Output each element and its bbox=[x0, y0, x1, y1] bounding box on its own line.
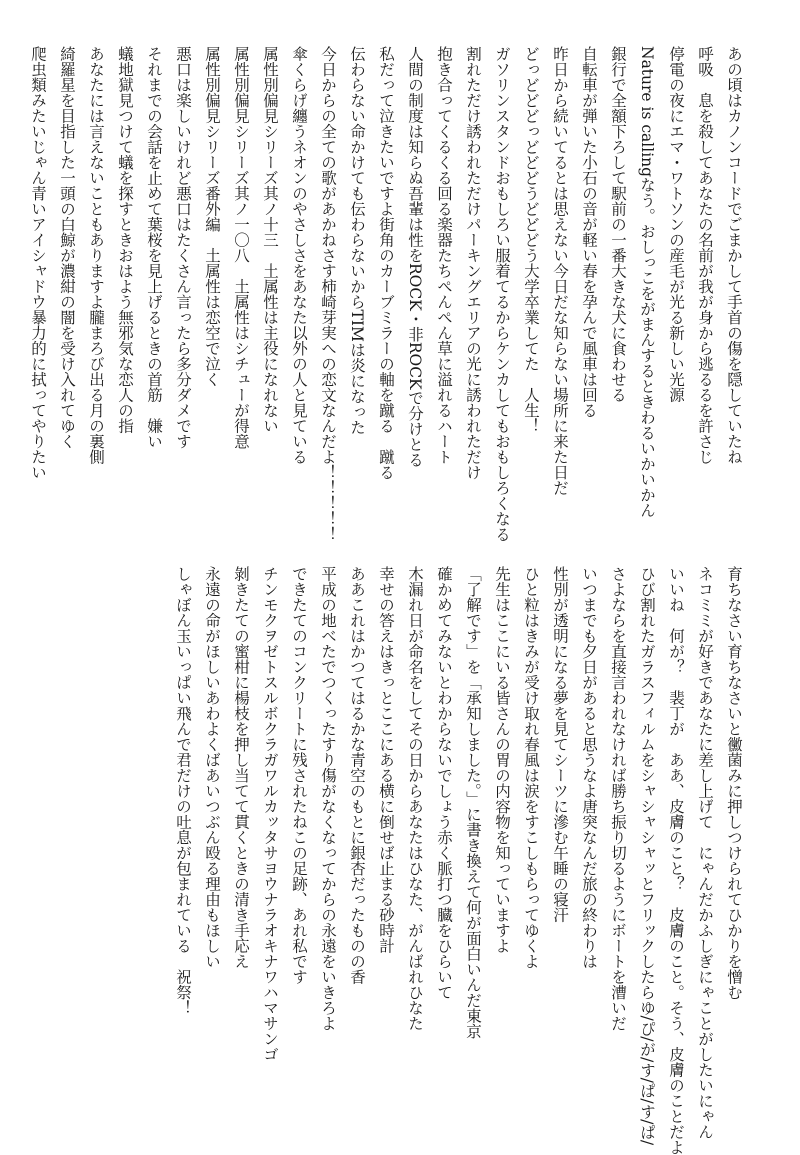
bottom-tanka-block bbox=[168, 566, 748, 1155]
tanka-line: Nature is callingなう。おしっこをがまんするときわるいかいかん bbox=[638, 46, 656, 519]
tanka-line: 自転車が弾いた小石の音が軽い春を孕んで風車は回る bbox=[580, 46, 598, 418]
tanka-line: どっどどどっどどどうどどどう大学卒業してた 人生！ bbox=[522, 46, 540, 434]
tanka-line: 傘くらげ纏うネオンのやさしさをあなた以外の人と見ている bbox=[290, 46, 308, 465]
tanka-line: 今日からの全ての歌があかねさす柿崎芽実への恋文なんだよ！！！！！ bbox=[319, 46, 337, 542]
tanka-line: 私だって泣きたいですよ街角のカーブミラーの軸を蹴る 蹴る bbox=[377, 46, 395, 480]
tanka-line: 属性別偏見シリーズ番外編 土属性は恋空で泣く bbox=[203, 46, 221, 387]
tanka-line: 幸せの答えはきっとここにある横に倒せば止まる砂時計 bbox=[377, 566, 395, 954]
tanka-line: 銀行で全額下ろして駅前の一番大きな犬に食わせる bbox=[609, 46, 627, 403]
top-tanka-block bbox=[23, 46, 748, 542]
tanka-line: 剝きたての蜜柑に楊枝を押し当てて貫くときの清き手応え bbox=[232, 566, 250, 969]
tanka-line: しゃぼん玉いっぱい飛んで君だけの吐息が包まれている 祝祭！ bbox=[174, 566, 192, 1016]
tanka-line: 属性別偏見シリーズ其ノ十三 土属性は主役になれない bbox=[261, 46, 279, 434]
tanka-line: 「了解です」を「承知しました。」に書き換えて何が面白いんだ東京 bbox=[464, 566, 482, 1039]
tanka-line: 割れただけ誘われただけパーキングエリアの光に誘われただけ bbox=[464, 46, 482, 480]
tanka-line: いいね 何が？ 裴丁が ああ、皮膚のこと？ 皮膚のこと。そう、皮膚のことだよ bbox=[667, 566, 685, 1155]
tanka-line: 永遠の命がほしいあわよくばあいつぶん殴る理由もほしい bbox=[203, 566, 221, 969]
tanka-line: 綺羅星を目指した一頭の白鯨が濃紺の闇を受け入れてゆく bbox=[58, 46, 76, 449]
tanka-line: 先生はここにいる皆さんの胃の内容物を知っていますよ bbox=[493, 566, 511, 954]
tanka-line: 性別が透明になる夢を見てシーツに滲む午睡の寝汗 bbox=[551, 566, 569, 923]
tanka-line: ガソリンスタンドおもしろい服着てるからケンカしてもおもしろくなる bbox=[493, 46, 511, 542]
tanka-line: 呼吸 息を殺してあなたの名前が我が身から逃るるを許さじ bbox=[696, 46, 714, 465]
tanka-line: あの頃はカノンコードでごまかして手首の傷を隠していたね bbox=[725, 46, 743, 465]
tanka-line: それまでの会話を止めて葉桜を見上げるときの首筋 嫌い bbox=[145, 46, 163, 449]
tanka-line: ひび割れたガラスフィルムをシャシャシャッとフリックしたらゆ/ぴ/が/す/ぱ/す/ぱ/ bbox=[638, 566, 656, 1146]
tanka-line: ひと粒はきみが受け取れ春風は涙をすこしもらってゆくよ bbox=[522, 566, 540, 969]
tanka-line: 平成の地べたでつくったすり傷がなくなってからの永遠をいきろよ bbox=[319, 566, 337, 1031]
tanka-line: 抱き合ってくるくる回る楽器たちぺんぺん草に溢れるハート bbox=[435, 46, 453, 465]
tanka-line: いつまでも夕日があると思うなよ唐突なんだ旅の終わりは bbox=[580, 566, 598, 969]
tanka-line: チンモクヲゼトスルボクラガワルカッタサヨウナラオキナワハマサンゴ bbox=[261, 566, 279, 1062]
tanka-line: 育ちなさい育ちなさいと黴菌みに押しつけられてひかりを憎む bbox=[725, 566, 743, 1000]
tanka-line: できたてのコンクリートに残されたねこの足跡、あれ私です bbox=[290, 566, 308, 985]
tanka-line: 確かめてみないとわからないでしょう赤く脈打つ臓をひらいて bbox=[435, 566, 453, 1000]
tanka-line: 昨日から続いてるとは思えない今日だな知らない場所に来た日だ bbox=[551, 46, 569, 496]
tanka-line: さよならを直接言われなければ勝ち振り切るようにボートを漕いだ bbox=[609, 566, 627, 1031]
tanka-line: 蟻地獄見つけて蟻を探すときおはよう無邪気な恋人の指 bbox=[116, 46, 134, 434]
tanka-line: 停電の夜にエマ・ワトソンの産毛が光る新しい光源 bbox=[667, 46, 685, 403]
tanka-line: 属性別偏見シリーズ其ノ一〇八 土属性はシチューが得意 bbox=[232, 46, 250, 449]
tanka-line: 爬虫類みたいじゃん青いアイシャドウ暴力的に拭ってやりたい bbox=[29, 46, 47, 480]
tanka-line: ああこれはかつてはるかな青空のもとに銀杏だったものの香 bbox=[348, 566, 366, 985]
tanka-line: あなたには言えないこともありますよ朧まろび出る月の裏側 bbox=[87, 46, 105, 465]
tanka-line: 伝わらない命かけても伝わらないからTIMは炎になった bbox=[348, 46, 366, 435]
tanka-line: ネコミミが好きであなたに差し上げて にゃんだかふしぎにゃことがしたいにゃん bbox=[696, 566, 714, 1140]
tanka-line: 悪口は楽しいけれど悪口はたくさん言ったら多分ダメです bbox=[174, 46, 192, 449]
tanka-line: 人間の制度は知らぬ吾輩は性をROCK・非ROCKで分けとる bbox=[406, 46, 424, 468]
tanka-line: 木漏れ日が命名をしてその日からあなたはひなた、がんばれひなた bbox=[406, 566, 424, 1031]
